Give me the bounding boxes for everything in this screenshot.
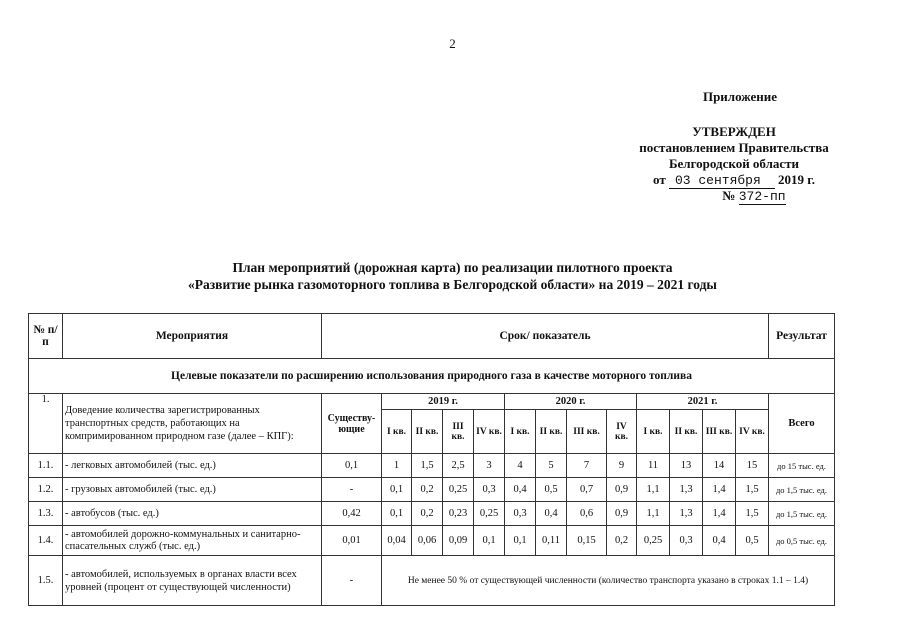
table-cell: 1,4 [703,478,736,502]
row-result: до 1,5 тыс. ед. [769,502,835,526]
roadmap-table [28,313,835,606]
quarter-header: III кв. [443,410,474,454]
table-cell: 14 [703,454,736,478]
table-cell: 0,4 [703,526,736,556]
approval-line-1: постановлением Правительства [639,140,829,155]
approval-date-line [600,172,868,188]
table-cell: 0,25 [637,526,670,556]
table-cell: 0,25 [474,502,505,526]
table-cell: 0,3 [505,502,536,526]
row-result: до 15 тыс. ед. [769,454,835,478]
table-row [29,394,835,410]
row-num: 1.4. [29,526,63,556]
table-cell: 1,4 [703,502,736,526]
table-row [29,478,835,502]
approved-label: УТВЕРЖДЕН [692,124,776,139]
approval-year: 2019 г. [778,172,815,187]
table-cell: 0,9 [607,478,637,502]
table-cell: 1 [382,454,412,478]
table-cell: 11 [637,454,670,478]
row-name: - легковых автомобилей (тыс. ед.) [63,454,322,478]
row-num: 1.2. [29,478,63,502]
quarter-header: II кв. [412,410,443,454]
table-cell: 9 [607,454,637,478]
table-cell: 0,2 [607,526,637,556]
quarter-header: II кв. [536,410,567,454]
table-cell: 0,9 [607,502,637,526]
table-cell: 0,15 [567,526,607,556]
table-cell: 5 [536,454,567,478]
table-cell: 0,23 [443,502,474,526]
approval-date: 03 сентября [669,173,775,189]
table-row [29,556,835,606]
page-number: 2 [449,36,456,51]
table-cell: 0,4 [536,502,567,526]
header-num: № п/п [29,314,63,359]
quarter-header: IV кв. [474,410,505,454]
row-num: 1.3. [29,502,63,526]
row-existing: 0,42 [322,502,382,526]
row-existing: - [322,478,382,502]
table-row [29,502,835,526]
table-cell: 1,3 [670,478,703,502]
table-cell: 7 [567,454,607,478]
number-prefix: № [722,188,736,203]
table-cell: 2,5 [443,454,474,478]
table-cell: 1,5 [412,454,443,478]
table-cell: 0,09 [443,526,474,556]
row-name: - автобусов (тыс. ед.) [63,502,322,526]
table-cell: 0,5 [736,526,769,556]
table-cell: 15 [736,454,769,478]
table-cell: 3 [474,454,505,478]
row-num: 1.5. [29,556,63,606]
year-2021: 2021 г. [637,394,769,410]
row-existing: - [322,556,382,606]
section-title-row [29,359,835,394]
row-existing: 0,1 [322,454,382,478]
quarter-header: III кв. [567,410,607,454]
quarter-header: IV кв. [607,410,637,454]
total-header: Всего [769,394,835,454]
appendix-label: Приложение [702,89,778,104]
table-cell: 0,3 [670,526,703,556]
row-existing: 0,01 [322,526,382,556]
table-cell: 1,5 [736,478,769,502]
table-cell: 0,5 [536,478,567,502]
table-cell: 0,2 [412,502,443,526]
table-cell: 0,1 [382,478,412,502]
header-events: Мероприятия [63,314,322,359]
table-cell: 0,6 [567,502,607,526]
header-result: Результат [769,314,835,359]
quarter-header: II кв. [670,410,703,454]
section-title: Целевые показатели по расширению использования природного газа в качестве моторного топлива [29,359,835,394]
table-cell: 1,5 [736,502,769,526]
table-cell: 0,04 [382,526,412,556]
approval-number: 372-пп [738,189,786,204]
row-text: Доведение количества зарегистрированных транспортных средств, работающих на компримированном природном газе (далее – КПГ): [63,394,322,454]
table-cell: 0,7 [567,478,607,502]
row-name: - грузовых автомобилей (тыс. ед.) [63,478,322,502]
quarter-header: I кв. [382,410,412,454]
table-cell: 13 [670,454,703,478]
table-cell: 1,3 [670,502,703,526]
row-num: 1. [29,394,63,454]
table-cell: 0,1 [382,502,412,526]
row-result: до 0,5 тыс. ед. [769,526,835,556]
quarter-header: IV кв. [736,410,769,454]
table-cell: 0,2 [412,478,443,502]
table-row [29,526,835,556]
table-cell: 0,25 [443,478,474,502]
header-period: Срок/ показатель [322,314,769,359]
row-name: - автомобилей дорожно-коммунальных и санитарно-спасательных служб (тыс. ед.) [63,526,322,556]
document-title-line-1: План мероприятий (дорожная карта) по реализации пилотного проекта [232,260,673,275]
table-cell: 0,11 [536,526,567,556]
quarter-header: III кв. [703,410,736,454]
row-name: - автомобилей, используемых в органах власти всех уровней (процент от существующей численности) [63,556,322,606]
table-cell: 4 [505,454,536,478]
quarter-header: I кв. [637,410,670,454]
table-header-row [29,314,835,359]
from-prefix: от [653,172,666,187]
approval-line-2: Белгородской области [668,156,800,171]
approval-block [600,124,868,204]
quarter-header: I кв. [505,410,536,454]
table-cell: 0,06 [412,526,443,556]
document-title-line-2: «Развитие рынка газомоторного топлива в Белгородской области» на 2019 – 2021 годы [188,277,717,292]
table-cell: 0,3 [474,478,505,502]
row-num: 1.1. [29,454,63,478]
approval-number-line [600,188,868,204]
existing-header: Существу-ющие [322,394,382,454]
table-row [29,454,835,478]
row-result: до 1,5 тыс. ед. [769,478,835,502]
year-2019: 2019 г. [382,394,505,410]
year-2020: 2020 г. [505,394,637,410]
table-cell: 1,1 [637,502,670,526]
table-cell: 0,1 [505,526,536,556]
table-cell: 0,1 [474,526,505,556]
row-note: Не менее 50 % от существующей численности (количество транспорта указано в строках 1.1 – 1.4) [382,556,835,606]
table-cell: 1,1 [637,478,670,502]
table-cell: 0,4 [505,478,536,502]
